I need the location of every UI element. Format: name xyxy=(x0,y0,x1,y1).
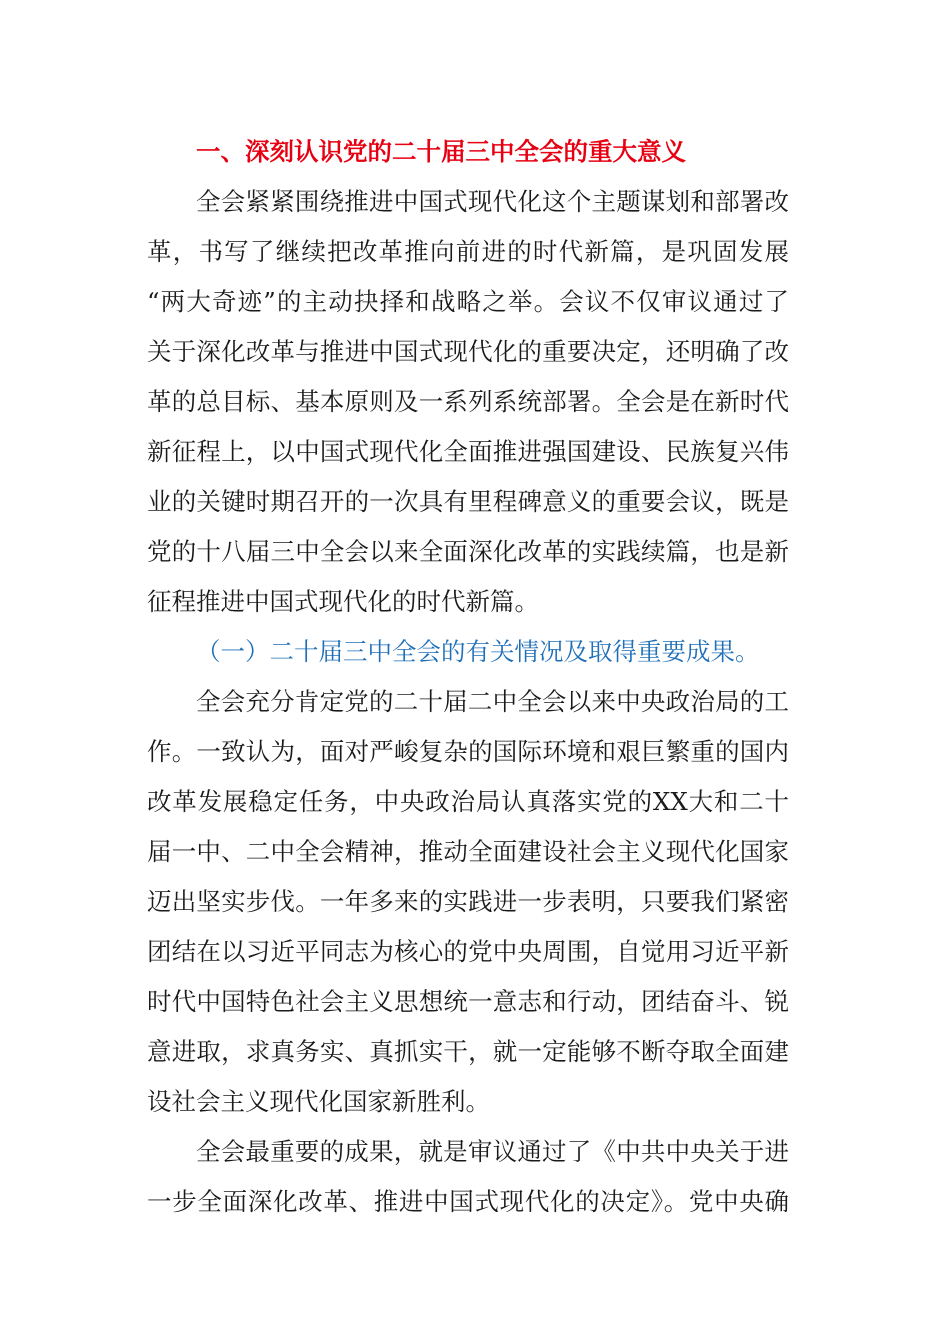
section-heading: 一、深刻认识党的二十届三中全会的重大意义 xyxy=(196,137,686,166)
paragraph-line: 意进取，求真务实、真抓实干，就一定能够不断夺取全面建 xyxy=(147,1037,789,1066)
paragraph-line: 时代中国特色社会主义思想统一意志和行动，团结奋斗、锐 xyxy=(147,987,789,1016)
paragraph-line: 一步全面深化改革、推进中国式现代化的决定》。党中央确 xyxy=(147,1187,789,1216)
paragraph-3 xyxy=(147,1127,789,1227)
paragraph-line: 设社会主义现代化国家新胜利。 xyxy=(147,1087,490,1116)
document-body xyxy=(147,127,789,1227)
paragraph-line: 作。一致认为，面对严峻复杂的国际环境和艰巨繁重的国内 xyxy=(147,737,789,766)
paragraph-line: 改革发展稳定任务，中央政治局认真落实党的XX大和二十 xyxy=(147,787,789,816)
paragraph-2 xyxy=(147,677,789,1127)
paragraph-line: 党的十八届三中全会以来全面深化改革的实践续篇，也是新 xyxy=(147,537,789,566)
paragraph-line: 革的总目标、基本原则及一系列系统部署。全会是在新时代 xyxy=(147,387,789,416)
paragraph-line: 征程推进中国式现代化的时代新篇。 xyxy=(147,587,539,616)
paragraph-line: 全会充分肯定党的二十届二中全会以来中央政治局的工 xyxy=(196,687,789,716)
paragraph-line: 业的关键时期召开的一次具有里程碑意义的重要会议，既是 xyxy=(147,487,789,516)
paragraph-line: 迈出坚实步伐。一年多来的实践进一步表明，只要我们紧密 xyxy=(147,887,789,916)
paragraph-line: 团结在以习近平同志为核心的党中央周围，自觉用习近平新 xyxy=(147,937,789,966)
paragraph-line: “两大奇迹”的主动抉择和战略之举。会议不仅审议通过了 xyxy=(147,287,789,316)
paragraph-line: 届一中、二中全会精神，推动全面建设社会主义现代化国家 xyxy=(147,837,789,866)
paragraph-line: 革，书写了继续把改革推向前进的时代新篇，是巩固发展 xyxy=(147,237,789,266)
paragraph-line: 关于深化改革与推进中国式现代化的重要决定，还明确了改 xyxy=(147,337,789,366)
subsection-heading: （一）二十届三中全会的有关情况及取得重要成果。 xyxy=(196,637,760,666)
paragraph-line: 新征程上，以中国式现代化全面推进强国建设、民族复兴伟 xyxy=(147,437,789,466)
paragraph-line: 全会最重要的成果，就是审议通过了《中共中央关于进 xyxy=(196,1137,789,1166)
paragraph-1 xyxy=(147,177,789,627)
paragraph-line: 全会紧紧围绕推进中国式现代化这个主题谋划和部署改 xyxy=(196,187,789,216)
